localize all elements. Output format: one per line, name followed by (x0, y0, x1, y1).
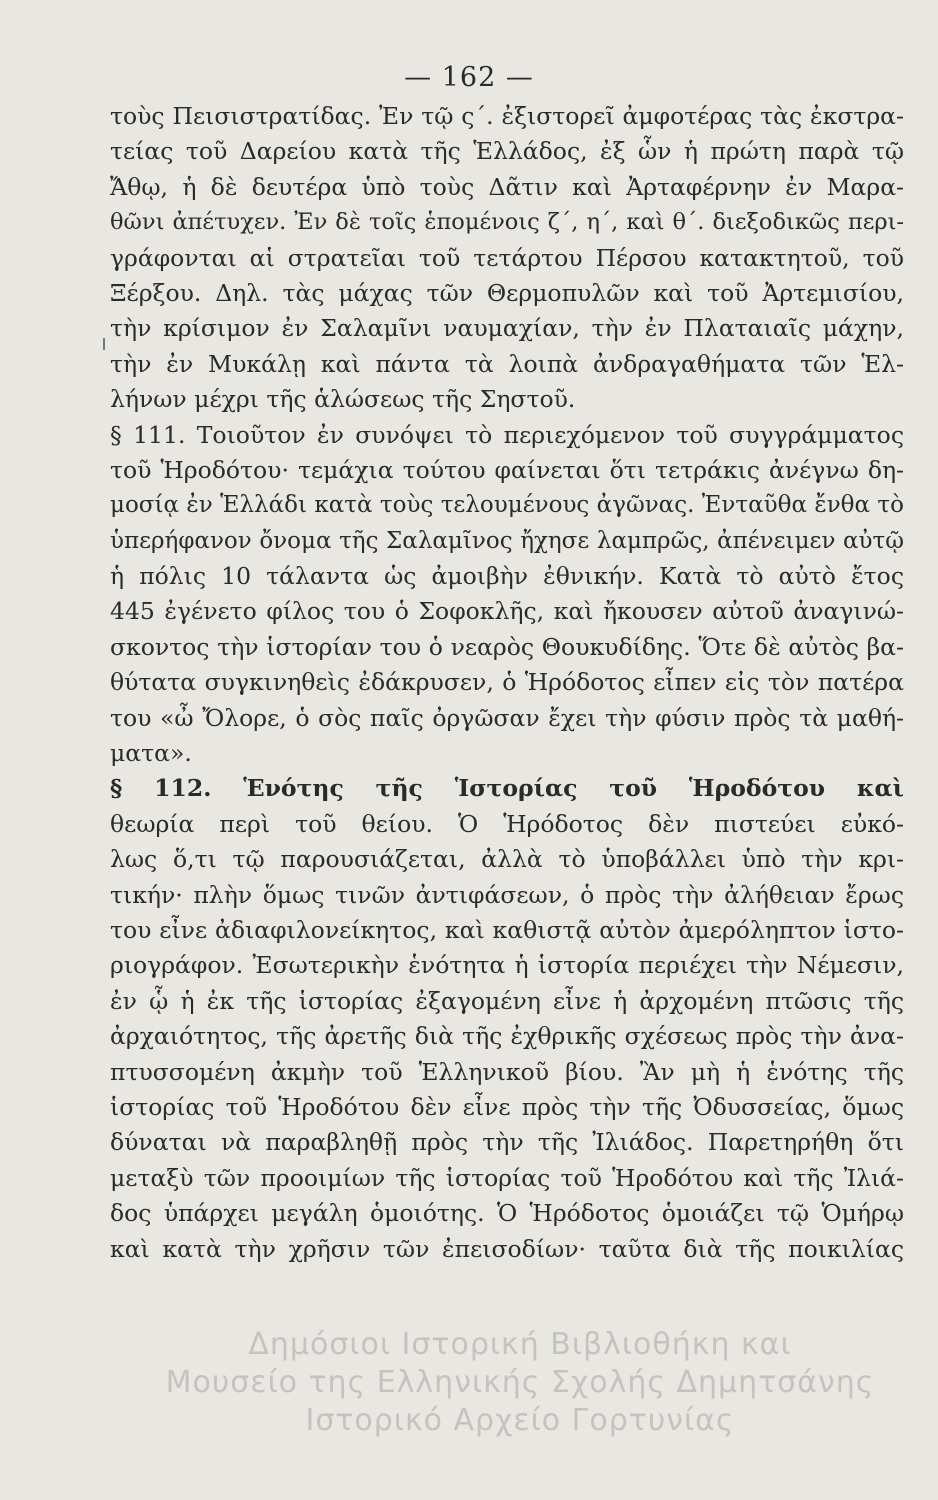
text-line: τὴν κρίσιμον ἐν Σαλαμῖνι ναυμαχίαν, τὴν ἐν Πλαταιαῖς μάχην, (110, 314, 904, 343)
margin-mark (103, 338, 105, 350)
text-line: μεταξὺ τῶν προοιμίων τῆς ἱστορίας τοῦ Ἡροδότου καὶ τῆς Ἰλιά- (110, 1163, 904, 1192)
text-line: θύτατα συγκινηθεὶς ἐδάκρυσεν, ὁ Ἡρόδοτος εἶπεν εἰς τὸν πατέρα (110, 668, 904, 697)
body-text (110, 99, 904, 1267)
page-number: — 162 — (404, 62, 534, 93)
text-line: σκοντος τὴν ἱστορίαν του ὁ νεαρὸς Θουκυδίδης. Ὅτε δὲ αὐτὸς βα- (110, 632, 904, 661)
text-line: του εἶνε ἀδιαφιλονείκητος, καὶ καθιστᾷ αὐτὸν ἀμερόληπτον ἱστο- (110, 915, 904, 944)
section-111-start: § 111. Τοιοῦτον ἐν συνόψει τὸ περιεχόμενον τοῦ συγγράμματος (110, 420, 904, 449)
text-line: πτυσσομένη ἀκμὴν τοῦ Ἑλληνικοῦ βίου. Ἂν μὴ ἡ ἑνότης τῆς (110, 1057, 904, 1086)
text-line: Ἄθῳ, ἡ δὲ δευτέρα ὑπὸ τοὺς Δᾶτιν καὶ Ἀρταφέρνην ἐν Μαρα- (110, 172, 904, 201)
text-line: τοῦ Ἡροδότου· τεμάχια τούτου φαίνεται ὅτι τετράκις ἀνέγνω δη- (110, 455, 904, 484)
text-line: τείας τοῦ Δαρείου κατὰ τῆς Ἑλλάδος, ἐξ ὧν ἡ πρώτη παρὰ τῷ (110, 137, 904, 166)
text-line: ματα». (110, 739, 192, 768)
text-line: του «ὦ Ὄλορε, ὁ σὸς παῖς ὀργῶσαν ἔχει τὴν φύσιν πρὸς τὰ μαθή- (110, 703, 904, 732)
text-line: θῶνι ἀπέτυχεν. Ἐν δὲ τοῖς ἑπομένοις ζ΄, η΄, καὶ θ΄. διεξοδικῶς περι- (110, 209, 904, 236)
text-line: ἐν ᾧ ἡ ἐκ τῆς ἱστορίας ἐξαγομένη εἶνε ἡ ἀρχομένη πτῶσις τῆς (110, 986, 904, 1015)
text-line: ὑπερήφανον ὄνομα τῆς Σαλαμῖνος ἤχησε λαμπρῶς, ἀπένειμεν αὐτῷ (110, 527, 904, 554)
text-line: δύναται νὰ παραβληθῇ πρὸς τὴν τῆς Ἰλιάδος. Παρετηρήθη ὅτι (110, 1128, 904, 1157)
text-line: λήνων μέχρι τῆς ἁλώσεως τῆς Σηστοῦ. (110, 385, 576, 414)
text-line: θεωρία περὶ τοῦ θείου. Ὁ Ἡρόδοτος δὲν πιστεύει εὐκό- (110, 809, 904, 838)
text-line: τικήν· πλὴν ὅμως τινῶν ἀντιφάσεων, ὁ πρὸς τὴν ἀλήθειαν ἔρως (110, 880, 904, 909)
text-line: γράφονται αἱ στρατεῖαι τοῦ τετάρτου Πέρσου κατακτητοῦ, τοῦ (110, 243, 904, 272)
text-line: ριογράφον. Ἐσωτερικὴν ἑνότητα ἡ ἱστορία περιέχει τὴν Νέμεσιν, (110, 951, 904, 980)
text-line: Ξέρξου. Δηλ. τὰς μάχας τῶν Θερμοπυλῶν καὶ τοῦ Ἀρτεμισίου, (110, 278, 904, 307)
text-line: δος ὑπάρχει μεγάλη ὁμοιότης. Ὁ Ἡρόδοτος ὁμοιάζει τῷ Ὁμήρῳ (110, 1199, 904, 1228)
text-line: καὶ κατὰ τὴν χρῆσιν τῶν ἐπεισοδίων· ταῦτα διὰ τῆς ποικιλίας (110, 1234, 904, 1263)
library-watermark (140, 1326, 900, 1440)
text-line: 445 ἐγένετο φίλος του ὁ Σοφοκλῆς, καὶ ἤκουσεν αὐτοῦ ἀναγινώ- (110, 597, 904, 626)
watermark-line: Ιστορικό Αρχείο Γορτυνίας (305, 1403, 735, 1438)
text-line: μοσίᾳ ἐν Ἑλλάδι κατὰ τοὺς τελουμένους ἀγῶνας. Ἐνταῦθα ἔνθα τὸ (110, 492, 904, 519)
watermark-line: Μουσείο της Ελληνικής Σχολής Δημητσάνης (165, 1365, 875, 1400)
section-112-heading: § 112. Ἑνότης τῆς Ἱστορίας τοῦ Ἡροδότου καὶ (110, 774, 904, 803)
text-line: ἱστορίας τοῦ Ἡροδότου δὲν εἶνε πρὸς τὴν τῆς Ὀδυσσείας, ὅμως (110, 1092, 904, 1121)
watermark-line: Δημόσιοι Ιστορική Βιβλιοθήκη και (248, 1327, 792, 1362)
text-line: ἡ πόλις 10 τάλαντα ὡς ἀμοιβὴν ἐθνικήν. Κατὰ τὸ αὐτὸ ἔτος (110, 562, 904, 591)
text-line: λως ὅ,τι τῷ παρουσιάζεται, ἀλλὰ τὸ ὑποβάλλει ὑπὸ τὴν κρι- (110, 845, 904, 874)
text-line: τοὺς Πεισιστρατίδας. Ἐν τῷ ς΄. ἐξιστορεῖ ἀμφοτέρας τὰς ἐκστρα- (110, 102, 904, 130)
text-line: ἀρχαιότητος, τῆς ἀρετῆς διὰ τῆς ἐχθρικῆς σχέσεως πρὸς τὴν ἀνα- (110, 1022, 904, 1051)
text-line: τὴν ἐν Μυκάλῃ καὶ πάντα τὰ λοιπὰ ἀνδραγαθήματα τῶν Ἑλ- (110, 349, 904, 378)
